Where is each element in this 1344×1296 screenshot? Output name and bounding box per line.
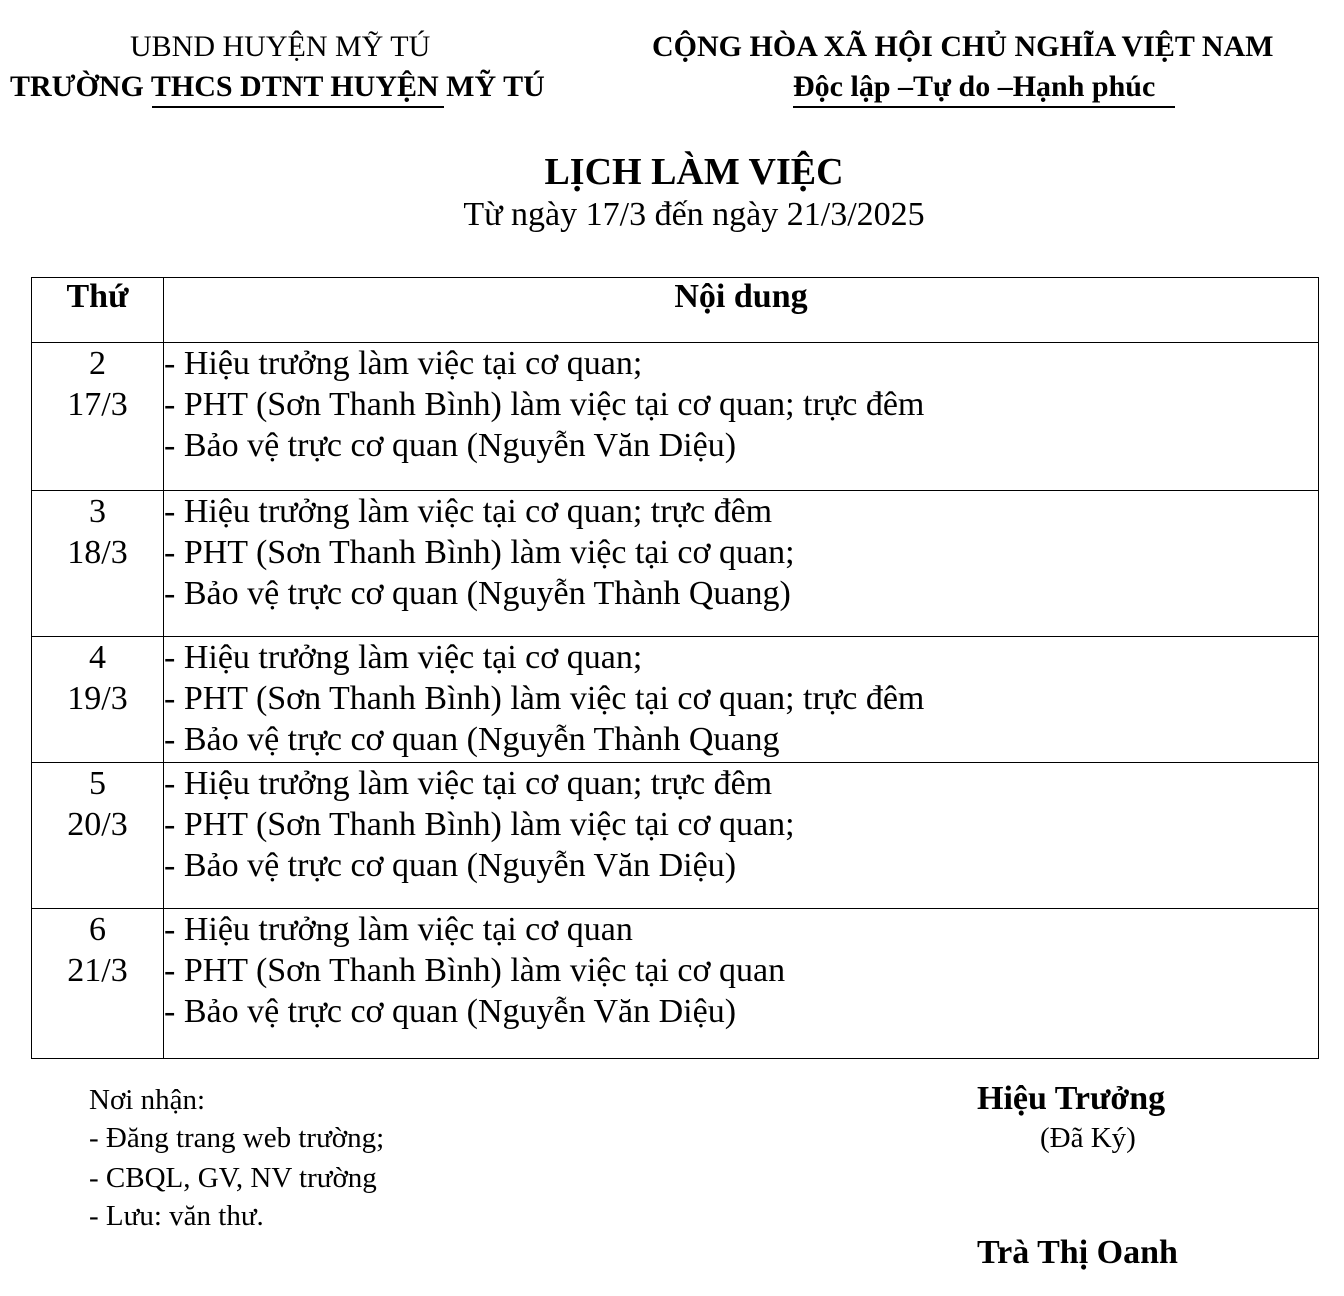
- national-motto-underline: [793, 106, 1175, 108]
- table-row: [32, 491, 1319, 637]
- school-name: TRƯỜNG THCS DTNT HUYỆN MỸ TÚ: [10, 70, 545, 103]
- day-cell: [32, 763, 164, 909]
- signature-status: (Đã Ký): [1040, 1122, 1136, 1154]
- recipient-item: - Đăng trang web trường;: [89, 1122, 385, 1154]
- day-date: 17/3: [67, 386, 128, 423]
- national-title: CỘNG HÒA XÃ HỘI CHỦ NGHĨA VIỆT NAM: [652, 30, 1274, 63]
- content-line: - PHT (Sơn Thanh Bình) làm việc tại cơ quan: [164, 952, 786, 989]
- schedule-table: [31, 277, 1319, 1059]
- recipient-item: - CBQL, GV, NV trường: [89, 1162, 377, 1194]
- content-cell: [164, 909, 1319, 1059]
- content-line: - PHT (Sơn Thanh Bình) làm việc tại cơ quan;: [164, 534, 795, 571]
- day-date: 21/3: [67, 952, 128, 989]
- document-title: LỊCH LÀM VIỆC: [544, 151, 844, 193]
- table-row: [32, 763, 1319, 909]
- content-line: - Hiệu trưởng làm việc tại cơ quan;: [164, 639, 643, 676]
- table-header-row: [32, 278, 1319, 343]
- day-date: 19/3: [67, 680, 128, 717]
- content-cell: [164, 763, 1319, 909]
- day-number: 6: [89, 911, 106, 948]
- day-date: 20/3: [67, 806, 128, 843]
- table-row: [32, 909, 1319, 1059]
- signer-name: Trà Thị Oanh: [977, 1234, 1178, 1271]
- content-line: - Bảo vệ trực cơ quan (Nguyễn Thành Quang): [164, 575, 791, 612]
- document-subtitle: Từ ngày 17/3 đến ngày 21/3/2025: [463, 196, 925, 233]
- day-cell: [32, 637, 164, 763]
- content-line: - Hiệu trưởng làm việc tại cơ quan;: [164, 345, 643, 382]
- header-content: Nội dung: [164, 278, 1319, 343]
- day-number: 4: [89, 639, 106, 676]
- day-cell: [32, 491, 164, 637]
- recipients-title: Nơi nhận:: [89, 1084, 206, 1116]
- table-row: [32, 343, 1319, 491]
- content-line: - Hiệu trưởng làm việc tại cơ quan; trực đêm: [164, 765, 773, 802]
- content-cell: [164, 343, 1319, 491]
- issuing-authority: UBND HUYỆN MỸ TÚ: [130, 30, 431, 63]
- content-line: - PHT (Sơn Thanh Bình) làm việc tại cơ quan; trực đêm: [164, 386, 925, 423]
- day-number: 3: [89, 493, 106, 530]
- content-line: - Bảo vệ trực cơ quan (Nguyễn Văn Diệu): [164, 993, 737, 1030]
- content-line: - Bảo vệ trực cơ quan (Nguyễn Thành Quang: [164, 721, 780, 758]
- national-motto: Độc lập –Tự do –Hạnh phúc: [793, 70, 1156, 103]
- content-line: - Bảo vệ trực cơ quan (Nguyễn Văn Diệu): [164, 427, 737, 464]
- day-date: 18/3: [67, 534, 128, 571]
- signer-role: Hiệu Trưởng: [977, 1080, 1166, 1117]
- content-line: - Hiệu trưởng làm việc tại cơ quan; trực đêm: [164, 493, 773, 530]
- header-day: Thứ: [32, 278, 164, 343]
- day-number: 2: [89, 345, 106, 382]
- content-line: - PHT (Sơn Thanh Bình) làm việc tại cơ quan;: [164, 806, 795, 843]
- content-line: - Bảo vệ trực cơ quan (Nguyễn Văn Diệu): [164, 847, 737, 884]
- day-number: 5: [89, 765, 106, 802]
- content-cell: [164, 491, 1319, 637]
- day-cell: [32, 343, 164, 491]
- content-line: - Hiệu trưởng làm việc tại cơ quan: [164, 911, 633, 948]
- school-name-underline: [152, 106, 444, 108]
- day-cell: [32, 909, 164, 1059]
- table-row: [32, 637, 1319, 763]
- content-cell: [164, 637, 1319, 763]
- recipient-item: - Lưu: văn thư.: [89, 1200, 264, 1232]
- content-line: - PHT (Sơn Thanh Bình) làm việc tại cơ quan; trực đêm: [164, 680, 925, 717]
